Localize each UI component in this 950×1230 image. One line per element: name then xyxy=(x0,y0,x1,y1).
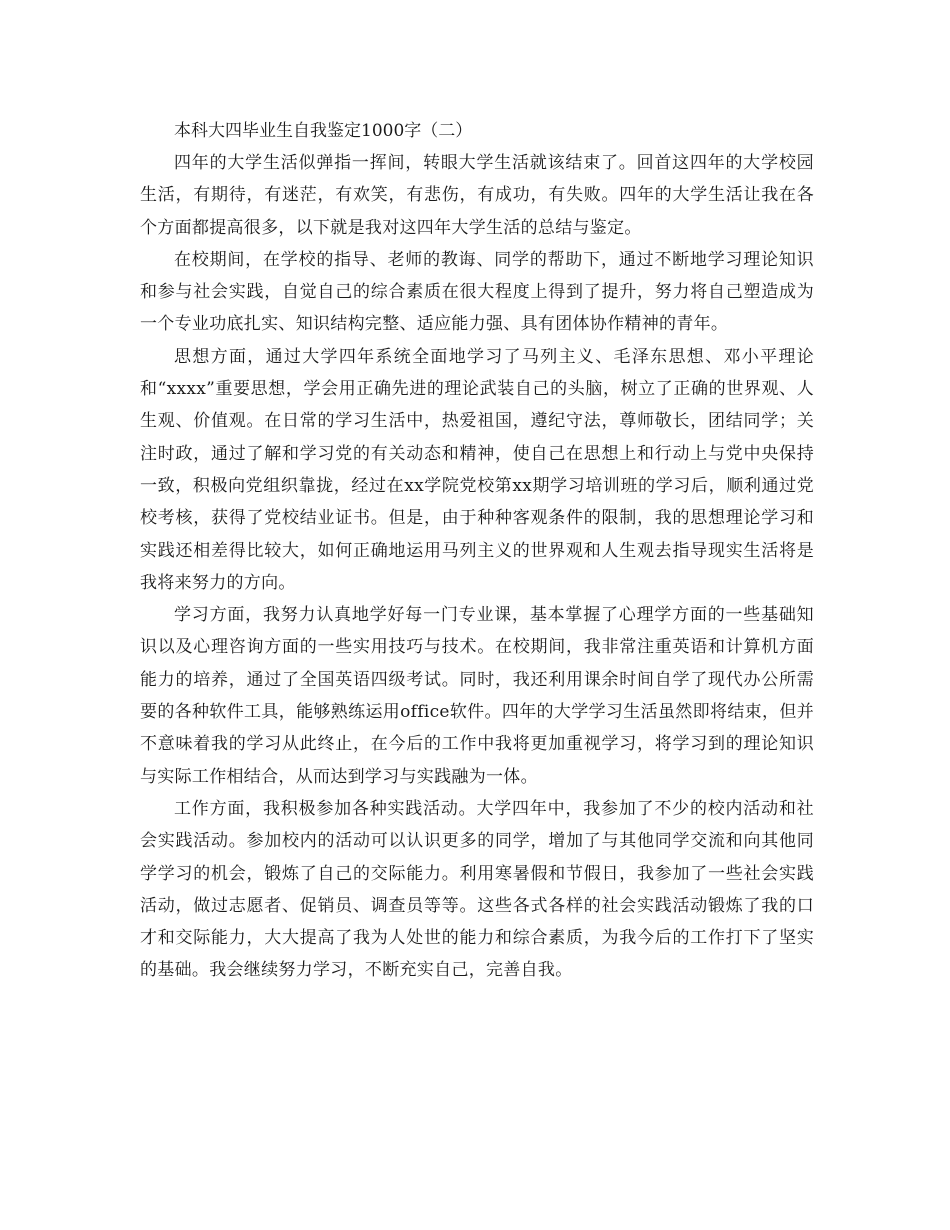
paragraph-intro: 四年的大学生活似弹指一挥间，转眼大学生活就该结束了。回首这四年的大学校园生活，有期待，有迷茫，有欢笑，有悲伤，有成功，有失败。四年的大学生活让我在各个方面都提高很多，以下就是我对这四年大学生活的总结与鉴定。 xyxy=(140,153,814,238)
document-title: 本科大四毕业生自我鉴定1000字（二） xyxy=(174,121,473,141)
paragraph-work: 工作方面，我积极参加各种实践活动。大学四年中，我参加了不少的校内活动和社会实践活动。参加校内的活动可以认识更多的同学，增加了与其他同学交流和向其他同学学习的机会，锻炼了自己的交际能力。利用寒暑假和节假日，我参加了一些社会实践活动，做过志愿者、促销员、调查员等等。这些各式各样的社会实践活动锻炼了我的口才和交际能力，大大提高了我为人处世的能力和综合素质，为我今后的工作打下了坚实的基础。我会继续努力学习，不断充实自己，完善自我。 xyxy=(140,798,814,981)
paragraph-study: 学习方面，我努力认真地学好每一门专业课，基本掌握了心理学方面的一些基础知识以及心理咨询方面的一些实用技巧与技术。在校期间，我非常注重英语和计算机方面能力的培养，通过了全国英语四级考试。同时，我还利用课余时间自学了现代办公所需要的各种软件工具，能够熟练运用office软件。四年的大学学习生活虽然即将结束，但并不意味着我的学习从此终止，在今后的工作中我将更加重视学习，将学习到的理论知识与实际工作相结合，从而达到学习与实践融为一体。 xyxy=(140,605,814,787)
paragraph-ideology: 思想方面，通过大学四年系统全面地学习了马列主义、毛泽东思想、邓小平理论和“xxxx”重要思想，学会用正确先进的理论武装自己的头脑，树立了正确的世界观、人生观、价值观。在日常的学习生活中，热爱祖国，遵纪守法，尊师敬长，团结同学；关注时政，通过了解和学习党的有关动态和精神，使自己在思想上和行动上与党中央保持一致，积极向党组织靠拢，经过在xx学院党校第xx期学习培训班的学习后，顺利通过党校考核，获得了党校结业证书。但是，由于种种客观条件的限制，我的思想理论学习和实践还相差得比较大，如何正确地运用马列主义的世界观和人生观去指导现实生活将是我将来努力的方向。 xyxy=(140,346,814,593)
paragraph-campus: 在校期间，在学校的指导、老师的教诲、同学的帮助下，通过不断地学习理论知识和参与社会实践，自觉自己的综合素质在很大程度上得到了提升，努力将自己塑造成为一个专业功底扎实、知识结构完整、适应能力强、具有团体协作精神的青年。 xyxy=(140,249,814,335)
